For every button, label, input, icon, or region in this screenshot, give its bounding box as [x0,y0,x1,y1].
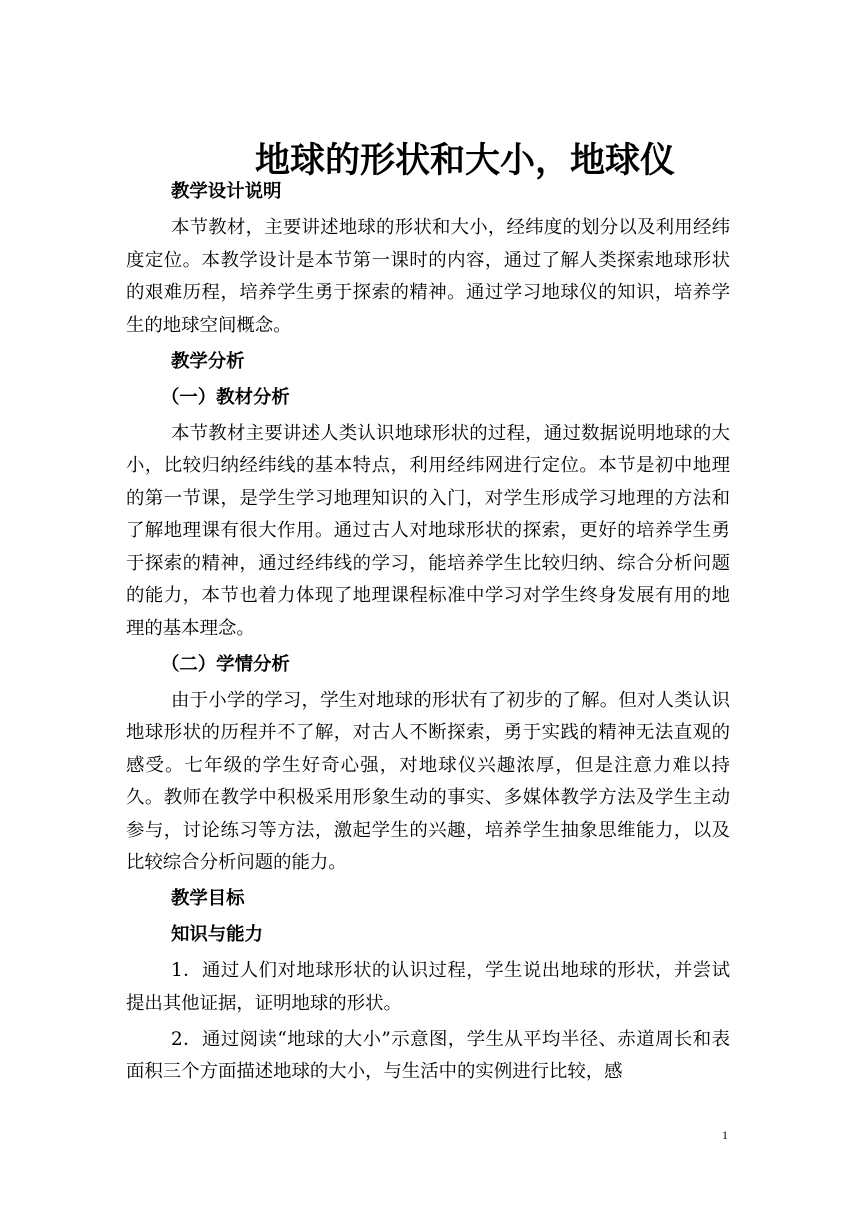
heading-material-analysis: （一）教材分析 [161,386,290,408]
document-body [126,176,730,1092]
page-number: 1 [722,1128,728,1142]
heading-design-notes: 教学设计说明 [171,181,282,202]
heading-teaching-goals: 教学目标 [171,888,245,909]
goal-item-2: 2．通过阅读“地球的大小”示意图，学生从平均半径、赤道周长和表面积三个方面描述地球的大小，与生活中的实例进行比较，感 [126,1028,730,1082]
page-title: 地球的形状和大小，地球仪 [254,140,675,182]
paragraph-design-notes: 本节教材，主要讲述地球的形状和大小，经纬度的划分以及利用经纬度定位。本教学设计是本节第一课时的内容，通过了解人类探索地球形状的艰难历程，培养学生勇于探索的精神。通过学习地球仪的知识，培养学生的地球空间概念。 [126,217,730,336]
heading-student-analysis: （二）学情分析 [161,653,290,675]
goal-item-1: 1．通过人们对地球形状的认识过程，学生说出地球的形状，并尝试提出其他证据，证明地球的形状。 [126,960,730,1014]
heading-knowledge-ability: 知识与能力 [171,924,263,945]
paragraph-material-analysis: 本节教材主要讲述人类认识地球形状的过程，通过数据说明地球的大小，比较归纳经纬线的基本特点，利用经纬网进行定位。本节是初中地理的第一节课，是学生学习地理知识的入门，对学生形成学习地理的方法和了解地理课有很大作用。通过古人对地球形状的探索，更好的培养学生勇于探索的精神，通过经纬线的学习，能培养学生比较归纳、综合分析问题的能力，本节也着力体现了地理课程标准中学习对学生终身发展有用的地理的基本理念。 [126,422,730,639]
heading-teaching-analysis: 教学分析 [171,350,245,372]
paragraph-student-analysis: 由于小学的学习，学生对地球的形状有了初步的了解。但对人类认识地球形状的历程并不了解，对古人不断探索，勇于实践的精神无法直观的感受。七年级的学生好奇心强，对地球仪兴趣浓厚，但是注意力难以持久。教师在教学中积极采用形象生动的事实、多媒体教学方法及学生主动参与，讨论练习等方法，激起学生的兴趣，培养学生抽象思维能力，以及比较综合分析问题的能力。 [126,689,730,873]
